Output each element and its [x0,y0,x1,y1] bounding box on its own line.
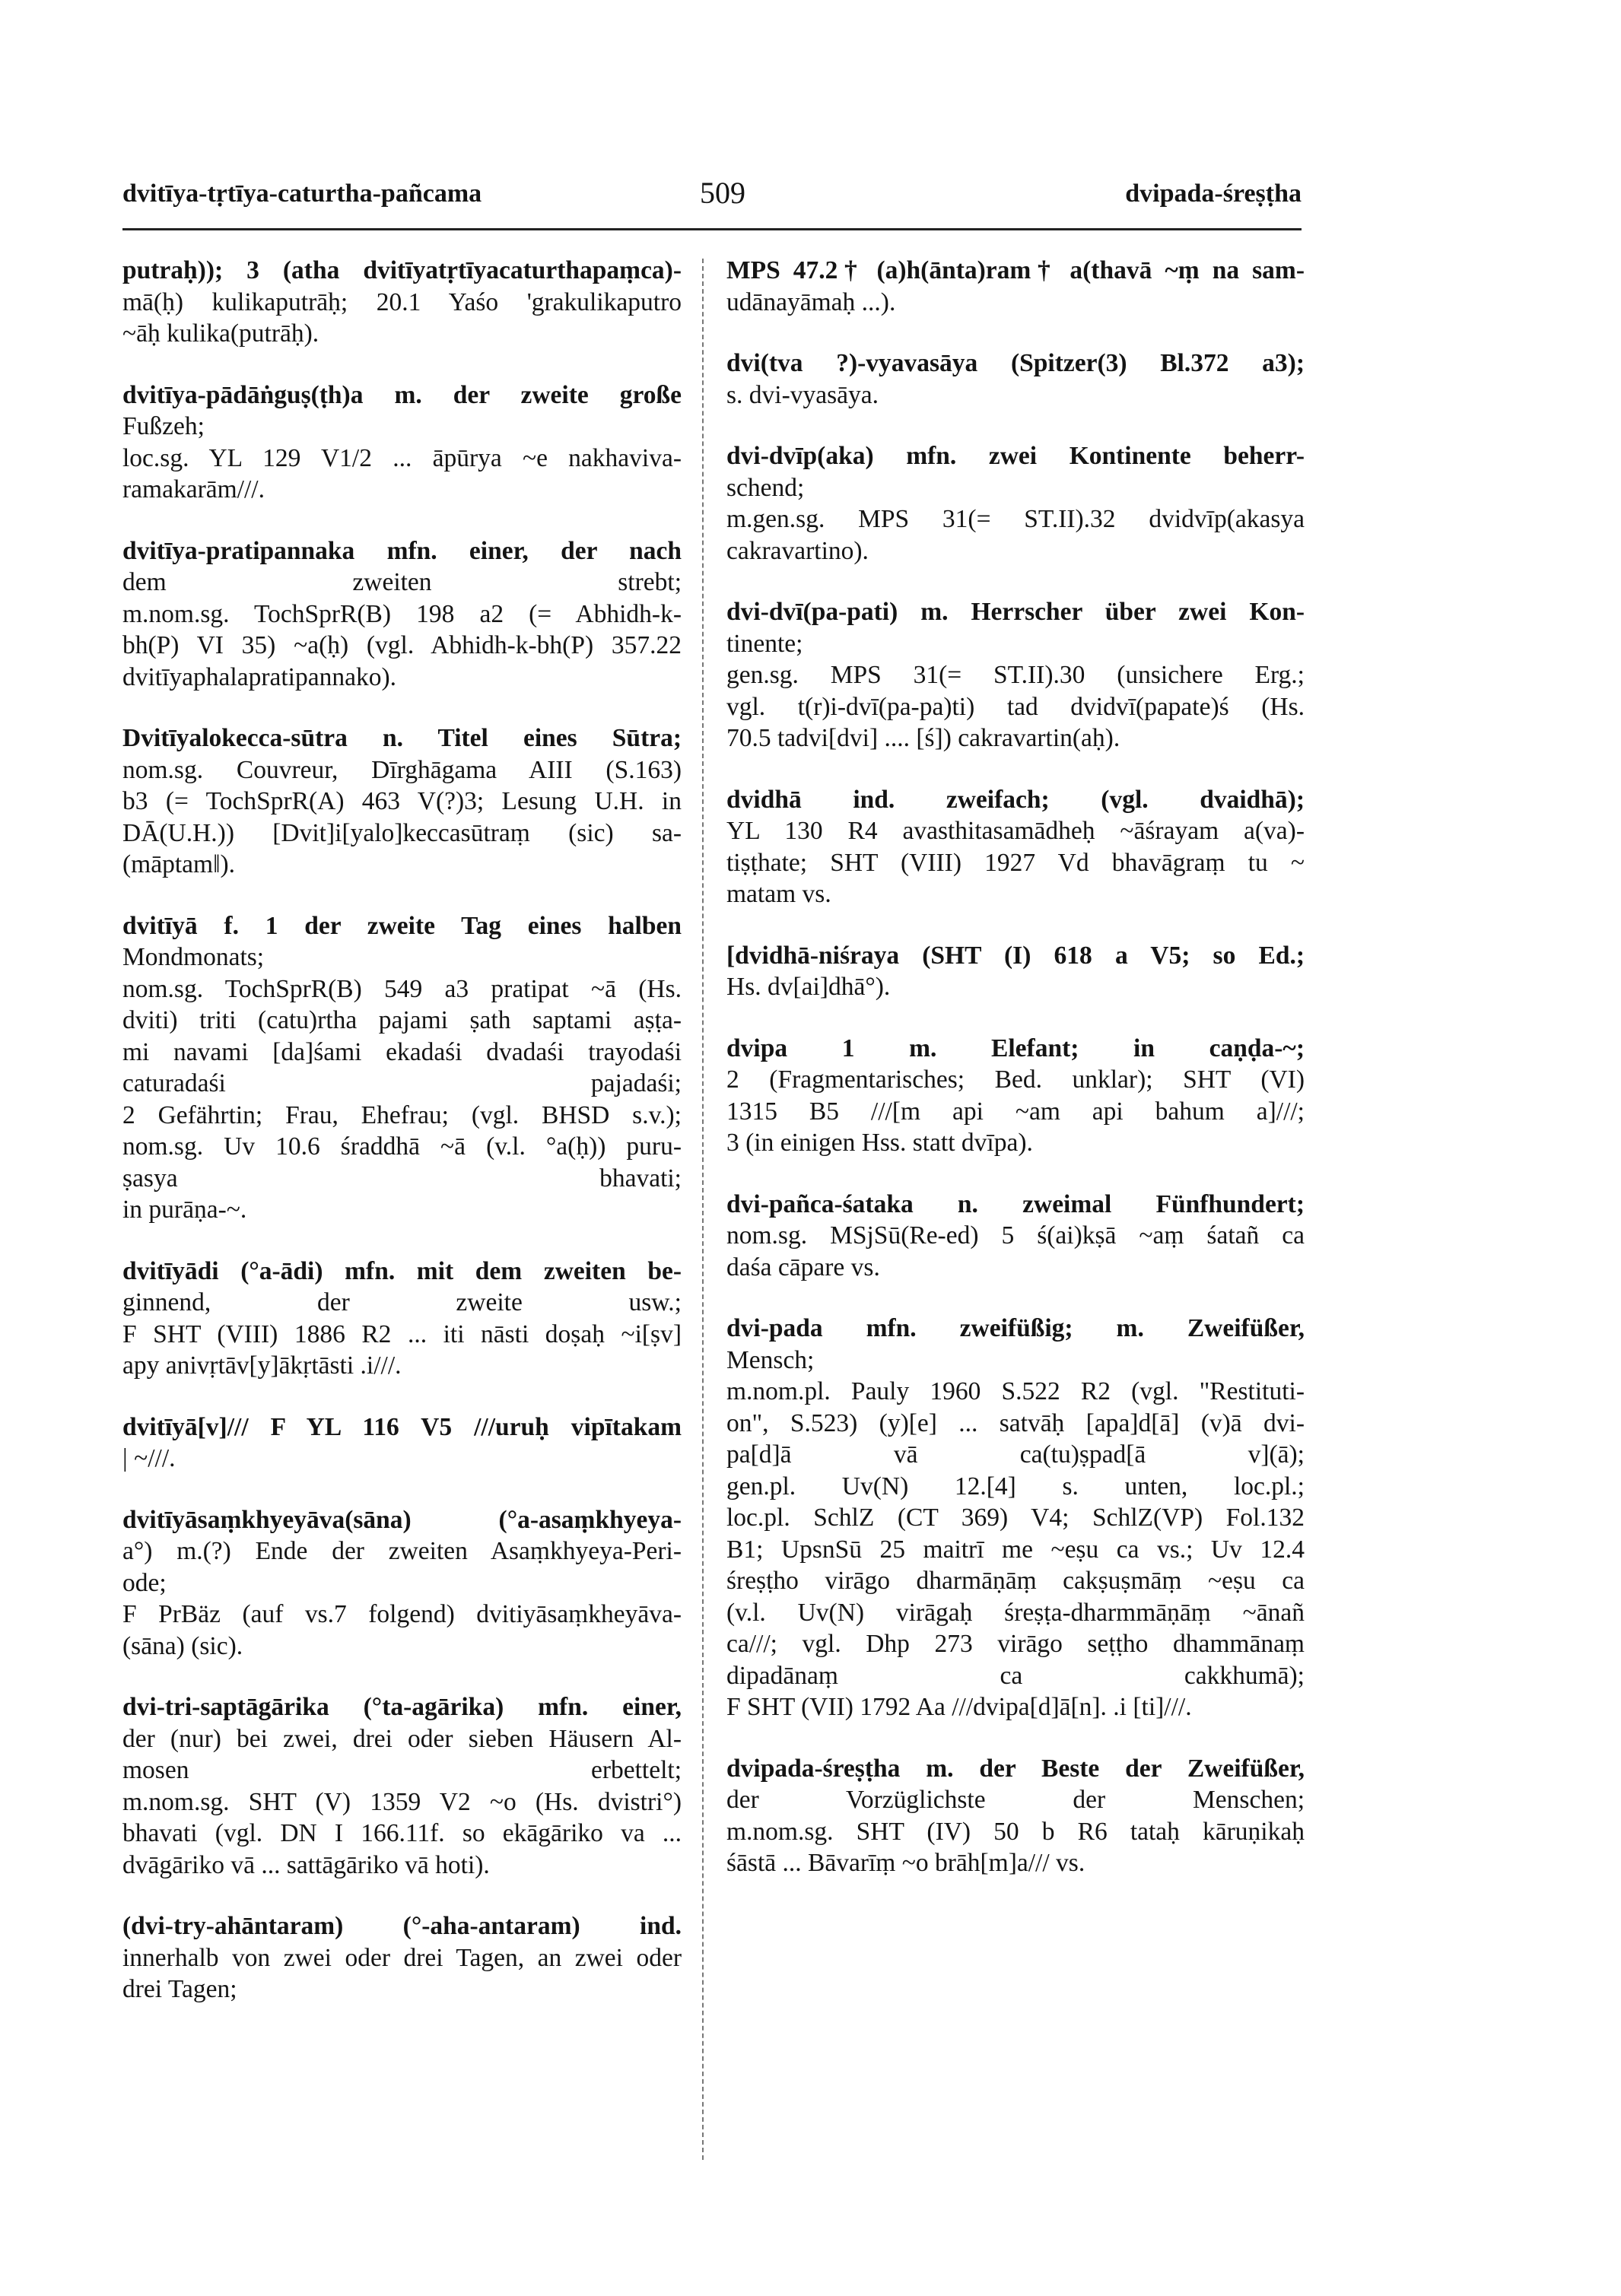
entry-headline: dvipa 1 m. Elefant; in caṇḍa-~; [726,1034,1305,1062]
entry-headline: dvitīya-pādāṅguṣ(ṭh)a m. der zweite große [122,380,682,409]
entry-line: mi navami [da]śami ekadaśi dvadaśi trayodaśi [122,1037,682,1066]
entry-line: Hs. dv[ai]dhā°). [726,973,891,1001]
entry-line: nom.sg. TochSprR(B) 549 a3 pratipat ~ā (Hs. [122,974,682,1003]
entry-line: ramakarām///. [122,475,265,503]
entry-line: F PrBäz (auf vs.7 folgend) dvitiyāsaṃkheyāva- [122,1600,682,1628]
entry-line: śāstā ... Bāvarīṃ ~o brāh[m]a/// vs. [726,1849,1085,1877]
entry-line: gen.pl. Uv(N) 12.[4] s. unten, loc.pl.; [726,1472,1305,1500]
entry-line: dviti) triti (catu)rtha pajami ṣath saptami aṣṭa- [122,1006,682,1034]
entry-line: drei Tagen; [122,1975,237,2003]
dictionary-entry [122,1910,682,2005]
dictionary-entry [122,255,682,350]
entry-headline: MPS 47.2† (a)h(ānta)ram† a(thavā ~ṃ na sam- [726,256,1305,284]
entry-line: ca///; vgl. Dhp 273 virāgo seṭṭho dhammānaṃ [726,1630,1305,1658]
entry-line: der Vorzüglichste der Menschen; [726,1786,1305,1814]
entry-line: ṣasya bhavati; [122,1164,682,1192]
page-number: 509 [700,176,745,210]
dictionary-entry [122,1691,682,1881]
entry-line: 2 (Fragmentarisches; Bed. unklar); SHT (VI) [726,1065,1305,1094]
entry-headline: dvitīya-pratipannaka mfn. einer, der nach [122,536,682,565]
entry-headline: dvitīyā[v]/// F YL 116 V5 ///uruḥ vipītakam [122,1412,682,1441]
entry-line: dvāgāriko vā ... sattāgāriko vā hoti). [122,1850,490,1879]
dictionary-entry [726,940,1305,1003]
dictionary-entry [726,1033,1305,1159]
entry-line: DĀ(U.H.)) [Dvit]i[yalo]keccasūtraṃ (sic) sa- [122,818,682,847]
entry-line: ginnend, der zweite usw.; [122,1288,682,1316]
header-rule [122,228,1302,230]
entry-line: 1315 B5 ///[m api ~am api bahum a]///; [726,1097,1305,1126]
entry-headline: dvi-dvī(pa-pati) m. Herrscher über zwei Kon- [726,598,1305,626]
entry-line: in purāṇa-~. [122,1196,247,1224]
entry-line: on", S.523) (y)[e] ... satvāḥ [apa]d[ā] (v)ā dvi- [726,1408,1305,1437]
dictionary-entry [726,1753,1305,1879]
running-head-right: dvipada-śreṣṭha [1125,179,1302,208]
dictionary-entry [726,1189,1305,1284]
entry-line: dem zweiten strebt; [122,568,682,596]
entry-headline: Dvitīyalokecca-sūtra n. Titel eines Sūtra; [122,724,682,752]
entry-line: gen.sg. MPS 31(= ST.II).30 (unsichere Erg.; [726,661,1305,689]
entry-line: nom.sg. MSjSū(Re-ed) 5 ś(ai)kṣā ~aṃ śatañ ca [726,1221,1305,1250]
entry-line: m.nom.sg. SHT (V) 1359 V2 ~o (Hs. dvistri°) [122,1787,682,1816]
dictionary-entry [726,784,1305,910]
entry-line: m.nom.pl. Pauly 1960 S.522 R2 (vgl. "Restituti- [726,1377,1305,1405]
entry-line: b3 (= TochSprR(A) 463 V(?)3; Lesung U.H. in [122,787,682,815]
entry-line: F SHT (VII) 1792 Aa ///dvipa[d]ā[n]. .i [ti]///. [726,1693,1192,1721]
entry-line: dvitīyaphalapratipannako). [122,662,396,691]
entry-line: bh(P) VI 35) ~a(ḥ) (vgl. Abhidh-k-bh(P) 357.22 [122,631,682,659]
entry-line: a°) m.(?) Ende der zweiten Asaṃkhyeya-Peri- [122,1537,682,1565]
entry-line: (māptam‖). [122,850,236,878]
entry-headline: (dvi-try-ahāntaram) (°-aha-antaram) ind. [122,1912,682,1940]
entry-line: (v.l. Uv(N) virāgaḥ śreṣṭa-dharmmāṇāṃ ~ānañ [726,1598,1305,1627]
entry-line: F SHT (VIII) 1886 R2 ... iti nāsti doṣaḥ ~i[ṣv] [122,1319,682,1348]
dictionary-entry [122,535,682,694]
entry-line: vgl. t(r)i-dvī(pa-pa)ti) tad dvidvī(papate)ś (Hs. [726,692,1305,721]
entry-line: m.nom.sg. SHT (IV) 50 b R6 tataḥ kāruṇikaḥ [726,1817,1305,1846]
entry-line: caturadaśi pajadaśi; [122,1069,682,1097]
entry-line: ~āḥ kulika(putrāḥ). [122,319,319,348]
dictionary-entry [726,440,1305,567]
entry-headline: dvi-dvīp(aka) mfn. zwei Kontinente beherr- [726,442,1305,470]
column-divider [702,259,704,2160]
entry-headline: dvidhā ind. zweifach; (vgl. dvaidhā); [726,785,1305,814]
entry-headline: dvi-tri-saptāgārika (°ta-agārika) mfn. einer, [122,1693,682,1721]
entry-line: pa[d]ā vā ca(tu)ṣpad[ā v](ā); [726,1440,1305,1469]
entry-line: udānayāmaḥ ...). [726,287,896,316]
entry-line: Mondmonats; [122,943,265,971]
entry-line: matam vs. [726,880,831,908]
entry-headline: dvitīyā f. 1 der zweite Tag eines halben [122,911,682,940]
entry-line: B1; UpsnSū 25 maitrī me ~eṣu ca vs.; Uv 12.4 [726,1535,1305,1564]
entry-line: loc.pl. SchlZ (CT 369) V4; SchlZ(VP) Fol.132 [726,1504,1305,1532]
entry-line: Mensch; [726,1345,815,1374]
entry-line: mā(ḥ) kulikaputrāḥ; 20.1 Yaśo 'grakulikaputro [122,287,682,316]
dictionary-entry [122,722,682,881]
entry-headline: dvi-pañca-śataka n. zweimal Fünfhundert; [726,1189,1305,1218]
dictionary-entry [122,1256,682,1382]
running-head-left: dvitīya-tṛtīya-caturtha-pañcama [122,179,482,208]
entry-headline: dvi(tva ?)-vyavasāya (Spitzer(3) Bl.372 a3); [726,349,1305,377]
entry-line: apy anivṛtāv[y]ākṛtāsti .i///. [122,1351,402,1380]
entry-line: daśa cāpare vs. [726,1253,880,1281]
dictionary-entry [122,1504,682,1662]
entry-line: śreṣṭho virāgo dharmāṇāṃ cakṣuṣmāṃ ~eṣu ca [726,1567,1305,1595]
entry-headline: dvipada-śreṣṭha m. der Beste der Zweifüßer, [726,1754,1305,1783]
entry-line: nom.sg. Couvreur, Dīrghāgama AIII (S.163) [122,755,682,784]
entry-line: m.nom.sg. TochSprR(B) 198 a2 (= Abhidh-k- [122,599,682,628]
entry-line: | ~///. [122,1444,176,1472]
entry-headline: [dvidhā-niśraya (SHT (I) 618 a V5; so Ed.; [726,941,1305,970]
entry-line: s. dvi-vyasāya. [726,380,879,409]
dictionary-entry [726,1313,1305,1723]
entry-headline: putraḥ)); 3 (atha dvitīyatṛtīyacaturthapaṃca)- [122,256,682,284]
entry-line: mosen erbettelt; [122,1756,682,1784]
dictionary-entry [122,379,682,506]
entry-line: (sāna) (sic). [122,1631,243,1660]
entry-line: schend; [726,473,805,502]
entry-headline: dvitīyāsaṃkhyeyāva(sāna) (°a-asaṃkhyeya- [122,1505,682,1534]
dictionary-entry [122,1412,682,1475]
entry-line: dipadānaṃ ca cakkhumā); [726,1661,1305,1690]
left-column [122,255,682,2035]
entry-line: YL 130 R4 avasthitasamādheḥ ~āśrayam a(va)- [726,817,1305,845]
entry-line: innerhalb von zwei oder drei Tagen, an zwei oder [122,1943,682,1972]
entry-line: ode; [122,1568,167,1597]
dictionary-entry [122,910,682,1226]
entry-line: bhavati (vgl. DN I 166.11f. so ekāgāriko va ... [122,1819,682,1847]
entry-line: Fußzeh; [122,412,205,440]
dictionary-entry [726,255,1305,318]
entry-line: der (nur) bei zwei, drei oder sieben Häusern Al- [122,1724,682,1753]
dictionary-entry [726,348,1305,411]
entry-line: 70.5 tadvi[dvi] .... [ś]) cakravartin(aḥ). [726,724,1120,752]
entry-line: nom.sg. Uv 10.6 śraddhā ~ā (v.l. °a(ḥ)) puru- [122,1132,682,1161]
entry-headline: dvi-pada mfn. zweifüßig; m. Zweifüßer, [726,1314,1305,1342]
entry-line: 2 Gefährtin; Frau, Ehefrau; (vgl. BHSD s.v.); [122,1100,682,1129]
entry-headline: dvitīyādi (°a-ādi) mfn. mit dem zweiten be- [122,1256,682,1285]
dictionary-entry [726,596,1305,754]
entry-line: tinente; [726,629,803,658]
entry-line: 3 (in einigen Hss. statt dvīpa). [726,1129,1033,1157]
entry-line: cakravartino). [726,536,869,565]
entry-line: loc.sg. YL 129 V1/2 ... āpūrya ~e nakhaviva- [122,443,682,472]
entry-line: m.gen.sg. MPS 31(= ST.II).32 dvidvīp(akasya [726,505,1305,533]
entry-line: tiṣṭhate; SHT (VIII) 1927 Vd bhavāgraṃ tu ~ [726,848,1305,877]
right-column [726,255,1305,1909]
